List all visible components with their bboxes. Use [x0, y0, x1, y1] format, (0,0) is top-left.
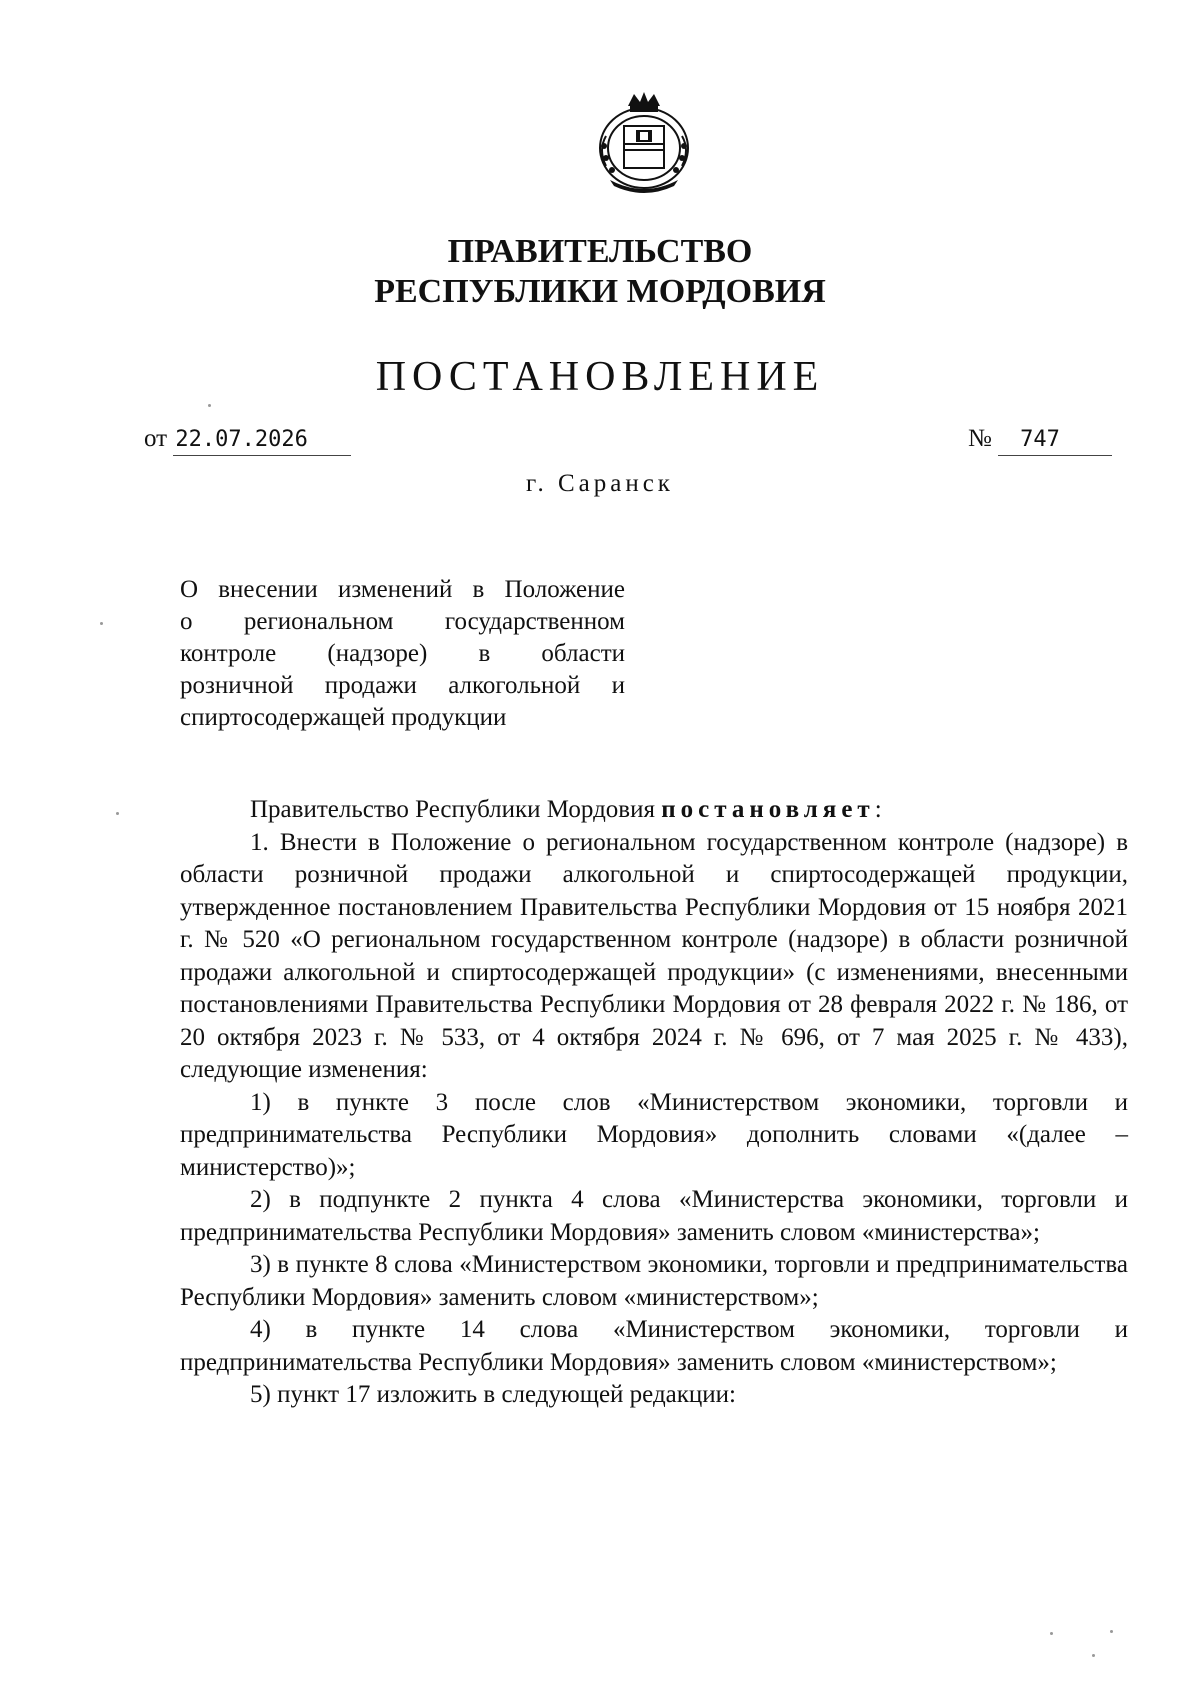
document-body — [180, 794, 1128, 1412]
coat-of-arms-icon — [590, 88, 698, 196]
paragraph-1: 1. Внести в Положение о региональном государственном контроле (надзоре) в области розничной продажи алкогольной и спиртосодержащей продукции, утвержденное постановлением Правительства Республики Мордовия от 15 ноября 2021 г. № 520 «О региональном государственном контроле (надзоре) в области розничной продажи алкогольной и спиртосодержащей продукции» (с изменениями, внесенными постановлениями Правительства Республики Мордовия от 28 февраля 2022 г. № 186, от 20 октября 2023 г. № 533, от 4 октября 2024 г. № 696, от 7 мая 2025 г. № 433), следующие изменения: — [180, 828, 1128, 1083]
scan-speck — [116, 812, 119, 815]
scan-speck — [1050, 1632, 1053, 1635]
preamble-colon: : — [874, 796, 882, 823]
document-type-title: ПОСТАНОВЛЕНИЕ — [375, 354, 825, 400]
org-name-line2: РЕСПУБЛИКИ МОРДОВИЯ — [374, 273, 826, 310]
paragraph-1-3: 3) в пункте 8 слова «Министерством экономики, торговли и предпринимательства Республики Мордовия» заменить словом «министерством»; — [180, 1251, 1128, 1311]
scan-speck — [1110, 1630, 1113, 1633]
document-subject — [180, 574, 625, 734]
document-number: 747 — [998, 425, 1112, 456]
scan-speck — [1092, 1654, 1095, 1657]
scan-speck — [208, 404, 211, 407]
paragraph-1-5: 5) пункт 17 изложить в следующей редакции: — [250, 1381, 736, 1408]
subject-line: спиртосодержащей продукции — [180, 704, 507, 731]
paragraph-1-2: 2) в подпункте 2 пункта 4 слова «Министерства экономики, торговли и предпринимательства Республики Мордовия» заменить словом «министерства»; — [180, 1186, 1128, 1246]
subject-line: розничной продажи алкогольной и — [180, 672, 625, 699]
org-name-line1: ПРАВИТЕЛЬСТВО — [447, 233, 753, 270]
preamble-verb: постановляет — [661, 796, 875, 823]
preamble-text: Правительство Республики Мордовия — [250, 796, 655, 823]
scan-speck — [100, 622, 103, 625]
subject-line: о региональном государственном — [180, 608, 625, 635]
preamble — [180, 794, 1128, 827]
subject-line: О внесении изменений в Положение — [180, 576, 625, 603]
date-row — [144, 424, 351, 456]
subject-line: контроле (надзоре) в области — [180, 640, 625, 667]
city-name: г. Саранск — [526, 470, 674, 497]
paragraph-1-1: 1) в пункте 3 после слов «Министерством экономики, торговли и предпринимательства Республики Мордовия» дополнить словами «(далее – министерство)»; — [180, 1088, 1128, 1181]
document-date: 22.07.2026 — [173, 425, 351, 456]
paragraph-1-4: 4) в пункте 14 слова «Министерством экономики, торговли и предпринимательства Республики Мордовия» заменить словом «министерством»; — [180, 1316, 1128, 1376]
number-row — [968, 424, 1112, 456]
number-prefix: № — [968, 425, 992, 452]
date-prefix: от — [144, 425, 168, 452]
